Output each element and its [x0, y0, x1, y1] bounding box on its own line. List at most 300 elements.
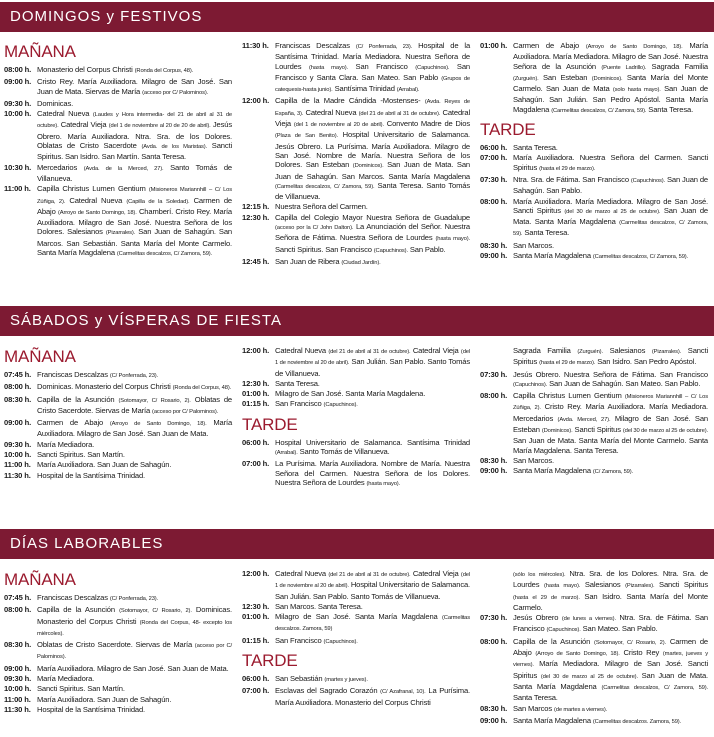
location-text: Carmen de Abajo [37, 195, 232, 216]
mass-time: 12:00 h. [242, 96, 270, 106]
mass-time: 07:30 h. [480, 369, 508, 379]
location-note: (martes, jueves y viernes). [513, 651, 708, 669]
mass-entry [4, 77, 232, 98]
location-text: Jesús Obrero [513, 613, 562, 623]
mass-entry [4, 471, 232, 480]
mass-entry [4, 640, 232, 663]
mass-time: 12:00 h. [242, 569, 270, 578]
mass-time: 08:30 h. [480, 455, 508, 465]
mass-locations [37, 184, 232, 259]
location-note: (Capuchinos). [323, 638, 358, 645]
mass-entry [480, 346, 708, 369]
mass-entry [242, 257, 470, 268]
location-text: Cristo Rey. María Auxiliadora. María Mediadora. Mercedarios [513, 402, 708, 423]
mass-time: 09:30 h. [4, 439, 32, 449]
mass-time: 09:30 h. [4, 674, 32, 684]
mass-time: 09:00 h. [4, 418, 32, 428]
location-note: (Plaza de San Benito). [275, 133, 338, 140]
location-note: (hasta mayo). [544, 583, 581, 590]
mass-locations [37, 99, 232, 108]
mass-entry [242, 202, 470, 211]
mass-entry [4, 593, 232, 604]
location-text: San Juan de Sahagún. San Julián. San Pedro Apóstol. Santa María Magdalena [513, 84, 708, 114]
location-text: María Mediadora. [37, 439, 95, 449]
location-note: (Capuchinos). [323, 402, 358, 409]
mass-entry [4, 705, 232, 714]
mass-locations [275, 213, 470, 256]
location-note: (Carmelitas descalzos, C/ Zamora, 59). [592, 254, 689, 261]
mass-time: 11:00 h. [4, 184, 31, 194]
mass-time: 12:30 h. [242, 601, 270, 611]
mass-time: 10:00 h. [4, 684, 32, 694]
location-text: María Auxiliadora. San Juan de Sahagún. [37, 460, 172, 470]
location-note: (C/ Azafranal, 10). [380, 689, 426, 696]
location-note: (del 1 de noviembre al 20 de 20 de abril). [108, 123, 211, 130]
location-text: Oblatas de Cristo Sacerdote. Siervas de María [37, 640, 195, 650]
location-text: Hospital Universitario de Salamanca. Santísima Trinidad [275, 437, 470, 447]
location-text: Milagro de San José. San Esteban [513, 413, 708, 435]
mass-locations [275, 257, 470, 268]
location-text: San Francisco [348, 61, 416, 71]
location-note: (del 21 de abril al 31 de octubre). [358, 110, 441, 117]
location-note: (Grupos de catequesis-hasta junio). [275, 75, 471, 94]
location-note: (martes y jueves). [324, 677, 368, 684]
mass-entry [480, 143, 708, 152]
location-note: (C/ Ponferrada, 23). [355, 44, 413, 50]
mass-entry [242, 636, 470, 647]
location-text: Santo Tomás de Villanueva. [37, 162, 232, 183]
mass-locations [275, 674, 470, 685]
location-note: (sólo los miércoles). [513, 572, 566, 578]
mass-time: 08:00 h. [4, 65, 32, 74]
location-text: Catedral Nueva [303, 107, 359, 117]
location-text: San Francisco [275, 399, 324, 409]
location-note: (Pizarrales). [651, 349, 682, 355]
location-note: (Zurguén). [513, 75, 539, 82]
location-text: Dominicas. Monasterio del Corpus Christi [37, 382, 173, 392]
location-text: San Juan de Sahagún. San Marcos. San Sebastián. Santa María del Monte Carmelo. Santa María Magdalena [37, 227, 232, 258]
mass-locations [275, 438, 470, 459]
location-text: San Marcos. [513, 240, 554, 250]
location-note: (Avda. Reyes de España, 3). [275, 99, 470, 117]
location-text: Santa Teresa. [513, 693, 558, 703]
mass-time: 12:30 h. [242, 378, 270, 388]
location-text: Ntra. Sra. de Fátima. San Francisco [513, 174, 631, 184]
mass-entry [4, 440, 232, 449]
mass-locations [37, 65, 232, 76]
location-text: San Isidro. Santa María del Monte Carmelo. [513, 591, 708, 612]
location-text: Sancti Spiritus [572, 425, 623, 435]
location-note: (del 1 de noviembre al 20 de abril). [275, 572, 470, 590]
mass-locations [37, 705, 232, 714]
location-note: (Misioneros Mariannhill – C/ Los Zúñiga, 2). [37, 187, 232, 205]
mass-time: 07:00 h. [242, 686, 270, 696]
mass-entry [4, 674, 232, 683]
location-text: Monasterio del Corpus Christi [37, 65, 135, 74]
location-note: (Avda. de los Maristas). [141, 144, 208, 151]
mass-entry [4, 460, 232, 469]
mass-entry [480, 197, 708, 240]
location-text: Franciscas Descalzas [275, 41, 356, 50]
location-text: San Juan de Sahagún. San Pablo. [513, 174, 708, 196]
time-of-day-heading: TARDE [242, 414, 298, 434]
location-text: San Juan de Mata. Santa María Magdalena [513, 670, 708, 691]
location-note: (C/ Ponferrada, 23). [109, 596, 159, 602]
location-text: Convento Madre de Dios [383, 119, 470, 129]
mass-locations [513, 153, 708, 174]
location-text: San Marcos. [513, 455, 554, 465]
location-text: Franciscas Descalzas [37, 593, 110, 602]
mass-time: 09:00 h. [480, 466, 508, 476]
location-text: Catedral Vieja [410, 569, 461, 578]
schedule-column [242, 569, 470, 708]
location-note: (Arrabal). [396, 87, 420, 94]
mass-entry [242, 399, 470, 410]
schedule-column [4, 343, 232, 481]
location-text: Dominicas. Monasterio del Corpus Christi [37, 605, 232, 626]
mass-time: 08:30 h. [480, 703, 508, 713]
mass-entry [4, 450, 232, 459]
mass-time: 12:15 h. [242, 202, 270, 212]
mass-entry [480, 466, 708, 477]
mass-locations [275, 346, 470, 378]
location-text: Esclavas del Sagrado Corazón [275, 686, 381, 696]
time-of-day-heading: TARDE [480, 120, 536, 140]
mass-entry [242, 346, 470, 378]
location-text: Milagro de San José. Santa María Magdalena. [275, 389, 426, 399]
location-text: Santa María Magdalena [513, 251, 593, 261]
location-text: Catedral Nueva [275, 569, 329, 578]
location-note: (Ciudad Jardín). [341, 259, 381, 266]
mass-entry [242, 213, 470, 256]
mass-entry [480, 456, 708, 465]
location-text: Sancti Spiritus. San Francisco [275, 244, 374, 254]
location-note: (hasta el 29 de marzo). [539, 165, 596, 172]
location-text: San Juan de Mata. Santa María Magdalena [513, 205, 708, 227]
schedule-column [242, 346, 470, 490]
location-note: (acceso por la C/ John Dalton). [275, 225, 354, 232]
location-text: Capilla de la Asunción [37, 394, 119, 404]
time-of-day-heading: MAÑANA [4, 42, 76, 61]
location-note: (Sotomayor, C/ Rosario, 2). [118, 397, 191, 404]
time-of-day-heading: MAÑANA [4, 570, 76, 589]
mass-entry [242, 41, 470, 95]
mass-locations [275, 379, 470, 388]
location-note: (del 21 de abril al 31 de octubre). [328, 572, 411, 578]
mass-locations [37, 418, 232, 439]
location-note: (del 21 de abril al 31 de octubre). [328, 349, 411, 355]
location-note: (Carmelitas descalzos. Zamora, 59) [275, 615, 470, 633]
mass-entry [480, 251, 708, 262]
mass-locations [275, 399, 470, 410]
mass-time: 07:00 h. [480, 153, 508, 163]
location-text: Hospital de la Santísima Trinidad. [37, 704, 146, 714]
location-text: San Pablo. [407, 244, 446, 254]
mass-locations [513, 716, 708, 727]
location-text: Capilla Christus Lumen Gentium [37, 184, 149, 194]
location-note: (del 1 de noviembre al 20 de abril). [293, 122, 384, 129]
location-note: (del 1 de noviembre al 20 de abril). [275, 349, 470, 367]
mass-entry [4, 109, 232, 161]
location-note: (Carmelitas descalzos, C/ Zamora, 59). [275, 183, 375, 190]
mass-entry [4, 65, 232, 76]
location-note: (Arrabal). [275, 450, 298, 457]
section-header-sabados: SÁBADOS y VÍSPERAS DE FIESTA [0, 306, 714, 336]
location-text: Santa Teresa. [646, 104, 694, 114]
mass-locations [37, 471, 232, 480]
location-text: Sancti Spiritus [654, 580, 709, 590]
location-text: Sancti Spiritus [513, 346, 708, 367]
mass-entry [242, 438, 470, 459]
location-text: Capilla Christus Lumen Gentium [513, 391, 625, 401]
location-text: María Auxiliadora. San Juan de Sahagún. [37, 694, 172, 704]
mass-entry [480, 613, 708, 636]
mass-locations [513, 613, 708, 636]
mass-time: 08:30 h. [480, 240, 508, 250]
location-text: Carmen de Abajo [513, 636, 708, 658]
mass-entry [242, 686, 470, 707]
location-note: (Sotomayor, C/ Rosario, 2). [594, 639, 666, 646]
location-text: Cristo Rey [619, 648, 663, 658]
location-text: San Francisco [275, 635, 324, 645]
schedule-column [4, 566, 232, 715]
location-text: Salesianos [602, 346, 652, 355]
mass-entry [4, 163, 232, 184]
schedule-column [4, 38, 232, 260]
mass-time: 10:00 h. [4, 450, 32, 460]
location-text: Hospital de la Santísima Trinidad. María Mediadora. Nuestra Señora de Lourdes [275, 41, 471, 71]
location-text: María Auxiliadora. Milagro de San José. San Juan de Mata. [37, 418, 233, 439]
mass-locations [37, 77, 232, 98]
mass-locations [37, 109, 232, 161]
location-text: Catedral Vieja [410, 346, 461, 355]
mass-locations [513, 466, 708, 477]
mass-time: 12:30 h. [242, 212, 270, 222]
location-note: (Capilla de la Soledad). [126, 198, 190, 205]
location-text: Santa María Magdalena [513, 715, 593, 725]
location-text: Catedral Nueva [275, 346, 329, 355]
mass-time: 11:30 h. [242, 41, 269, 50]
mass-locations [37, 395, 232, 418]
mass-locations [37, 640, 232, 663]
mass-locations [513, 241, 708, 250]
location-note: (Avda. Merced, 27). [557, 416, 611, 423]
location-note: (Ronda del Corpus, 48- excepto los miércoles). [37, 619, 233, 637]
location-note: (Ronda del Corpus, 48). [134, 68, 194, 74]
location-text: María Mediadora. Milagro de San José. Sancti Spiritus [513, 659, 708, 680]
location-note: (Zurguén). [577, 349, 603, 355]
location-text: San Sebastián [275, 674, 325, 684]
schedule-column [242, 41, 470, 269]
location-note: (Carmelitas descalzos, C/ Zamora, 59). [551, 107, 647, 114]
location-text: San Julián. San Pablo. Santo Tomás de Villanueva. [275, 357, 470, 378]
schedule-column [480, 569, 708, 728]
section-header-domingos: DOMINGOS y FESTIVOS [0, 2, 714, 32]
mass-entry [242, 379, 470, 388]
location-text: Sagrada Familia [646, 61, 708, 71]
mass-locations [513, 251, 708, 262]
mass-locations [513, 456, 708, 465]
mass-locations [513, 391, 708, 455]
mass-entry [4, 370, 232, 381]
mass-time: 12:45 h. [242, 256, 270, 266]
location-text: Carmen de Abajo [513, 41, 586, 50]
location-note: (hasta mayo). [366, 480, 401, 487]
location-note: (de lunes a viernes). [561, 616, 616, 623]
mass-time: 07:00 h. [242, 459, 270, 469]
location-note: (hasta mayo). [308, 64, 349, 71]
location-text: Hospital Universitario de Salamanca. San Julián. San Pablo. Santo Tomás de Villanueva. [275, 580, 471, 601]
mass-locations [37, 695, 232, 704]
location-text: María Auxiliadora. María Mediadora. Milagro de San José. Sancti Spiritus [513, 196, 708, 215]
mass-time: 08:30 h. [4, 640, 32, 650]
location-text: Santa María Magdalena [513, 466, 593, 476]
mass-entry [480, 175, 708, 196]
mass-time: 06:00 h. [242, 437, 270, 447]
mass-time: 11:00 h. [4, 694, 31, 704]
location-text: Sancti Spiritus. San Isidro. San Martín. Santa Teresa. [37, 141, 232, 162]
location-note: (Capuchinos). [415, 64, 450, 71]
mass-time: 01:00 h. [480, 41, 508, 50]
location-text: Hospital de la Santísima Trinidad. [37, 470, 146, 480]
mass-locations [513, 704, 708, 715]
location-text: Cristo Rey. María Auxiliadora. Milagro de San José. San Juan de Mata. Siervas de María [37, 77, 232, 96]
location-text: Catedral Nueva [65, 195, 127, 205]
mass-entry [4, 664, 232, 673]
mass-time: 11:30 h. [4, 704, 31, 714]
location-text: San Francisco y Santa Clara. San Mateo. San Pablo [275, 61, 470, 82]
mass-entry [4, 382, 232, 393]
schedule-column [480, 41, 708, 263]
mass-locations [275, 389, 470, 398]
mass-locations [37, 674, 232, 683]
mass-locations [275, 612, 470, 635]
mass-time: 07:45 h. [4, 370, 32, 379]
mass-time: 08:00 h. [480, 391, 508, 401]
mass-entry [242, 602, 470, 611]
mass-locations [275, 96, 470, 201]
mass-locations [37, 460, 232, 469]
location-text: María Auxiliadora. María Mediadora. Milagro de San José. Nuestra Señora de la Asunción [513, 41, 709, 71]
location-text: Santa María del Monte Carmelo. San Juan de Mata [513, 72, 708, 94]
location-text: La Purísima. María Auxiliadora. Monasterio del Corpus Christi [275, 686, 470, 707]
location-note: (Pizarrales). [625, 583, 655, 590]
location-text: Oblatas de Cristo Sacerdote. Siervas de María [37, 394, 233, 415]
mass-locations [275, 569, 470, 601]
schedule-column [480, 346, 708, 479]
mass-time: 07:30 h. [480, 613, 508, 623]
section-header-laborables: DÍAS LABORABLES [0, 529, 714, 559]
mass-locations [513, 175, 708, 196]
mass-entry [4, 605, 232, 639]
location-note: (C/ Ponferrada, 23). [109, 373, 159, 379]
mass-time: 09:00 h. [4, 663, 32, 673]
location-text: Sancti Spiritus. San Martín. [37, 684, 125, 694]
mass-locations [275, 636, 470, 647]
mass-time: 10:00 h. [4, 109, 32, 119]
location-text: Santa Teresa. [522, 228, 570, 238]
mass-entry [480, 704, 708, 715]
mass-locations [275, 602, 470, 611]
location-text: Jesús Obrero. María Auxiliadora. Ntra. Sra. de los Dolores. Oblatas de Cristo Sacerdote [37, 120, 232, 151]
mass-entry [242, 674, 470, 685]
mass-locations [37, 370, 232, 381]
mass-entry [4, 418, 232, 439]
location-note: (Laudes y Hora intermedia- del 21 de abril al 31 de octubre). [37, 112, 233, 130]
location-note: (Arroyo de Santo Domingo, 18). [535, 651, 620, 658]
location-text: María Auxiliadora. Milagro de San José. San Juan de Mata. [37, 663, 229, 673]
mass-time: 07:45 h. [4, 593, 32, 602]
location-text: Hospital Universitario de Salamanca. Jesús Obrero. La Purísima. María Auxiliadora. Milagro de San José. Nombre de María. Nuestra Señora de los Dolores. San Esteban [275, 130, 471, 170]
location-text: Jesús Obrero. Nuestra Señora de Fátima. San Francisco [513, 369, 708, 379]
location-text: San Juan de Mata. San Juan de Sahagún. San Marcos. Santa María Magdalena [275, 160, 470, 181]
mass-locations [37, 440, 232, 449]
location-text: Ntra. Sra. de los Dolores. Ntra. Sra. de Lourdes [513, 569, 708, 590]
location-note: (Capuchinos). [373, 247, 408, 254]
location-text: San Mateo. San Pablo. [580, 624, 658, 634]
location-note: (Ronda del Corpus, 48). [172, 385, 232, 392]
location-note: (acceso por C/ Palominos). [37, 643, 232, 661]
location-text: Santo Tomás de Villanueva. [297, 447, 390, 457]
time-of-day-heading: MAÑANA [4, 347, 76, 366]
location-text: Franciscas Descalzas [37, 370, 110, 379]
mass-locations [275, 459, 470, 489]
location-text: Dominicas. [37, 98, 74, 108]
mass-entry [4, 684, 232, 693]
mass-time: 07:30 h. [480, 174, 508, 184]
mass-locations [37, 163, 232, 184]
mass-entry [480, 569, 708, 612]
location-note: (del 30 de marzo al 25 de octubre). [540, 673, 638, 680]
location-text: San Juan de Ribera [275, 256, 342, 266]
location-text: San Marcos [513, 703, 554, 713]
mass-locations [37, 382, 232, 393]
location-text: Salesianos [580, 580, 626, 590]
mass-time: 06:00 h. [242, 674, 270, 684]
mass-entry [480, 637, 708, 703]
mass-locations [37, 450, 232, 459]
location-note: (hasta el 29 de marzo). [539, 360, 596, 367]
location-text: San Juan de Sahagún. San Mateo. San Pablo. [547, 378, 701, 388]
mass-time: 01:00 h. [242, 612, 270, 622]
mass-locations [513, 197, 708, 240]
location-note: (Carmelitas descalzos, C/ Zamora, 59). [601, 684, 708, 691]
location-note: (C/ Zamora, 59). [592, 469, 633, 476]
location-note: (Capuchinos). [546, 627, 581, 634]
mass-entry [480, 370, 708, 391]
location-note: (Dominicos). [541, 428, 573, 435]
location-text: Sancti Spiritus. San Martín. [37, 450, 125, 460]
location-text: Capilla del Colegio Mayor Nuestra Señora de Guadalupe [275, 212, 470, 222]
mass-entry [480, 153, 708, 174]
mass-time: 01:15 h. [242, 399, 270, 409]
mass-time: 11:30 h. [4, 470, 31, 480]
location-text: La Anunciación del Señor. Nuestra Señora de Fátima. Nuestra Señora de Lourdes [275, 222, 470, 243]
mass-entry [4, 99, 232, 108]
location-text: La Purísima. María Auxiliadora. Nombre de María. Nuestra Señora del Carmen. Nuestra Señora de los Dolores. Nuestra Señora de Lourdes [275, 459, 470, 487]
location-text: Mercedarios [37, 162, 84, 172]
location-note: (acceso por C/ Palominos). [152, 408, 219, 415]
mass-entry [242, 389, 470, 398]
location-note: (hasta el 29 de marzo). [513, 594, 580, 601]
mass-locations [513, 370, 708, 391]
mass-entry [4, 695, 232, 704]
location-text: Santa Teresa. [275, 378, 320, 388]
location-note: (Capuchinos). [630, 177, 666, 184]
mass-entry [480, 716, 708, 727]
location-note: (Dominicos). [591, 75, 623, 82]
mass-time: 08:00 h. [4, 605, 32, 615]
